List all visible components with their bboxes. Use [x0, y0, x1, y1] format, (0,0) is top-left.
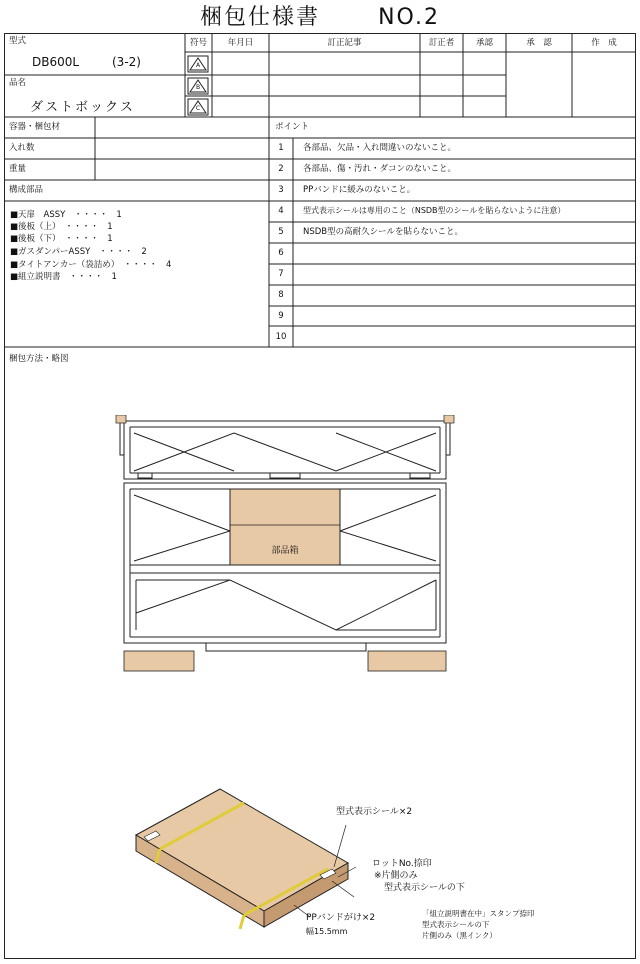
title-number: NO.2 — [378, 5, 440, 30]
symbol-a: A — [195, 62, 201, 69]
point-text: NSDB型の高耐久シールを貼らないこと。 — [303, 227, 463, 237]
elevation-drawing — [110, 415, 460, 675]
component-item: ■後板（下） ・・・・ 1 — [10, 234, 113, 244]
point-no: 5 — [278, 227, 284, 237]
parts-box-label: 部品箱 — [271, 546, 299, 556]
component-item: ■天扉 ASSY ・・・・ 1 — [10, 210, 122, 220]
point-no: 6 — [278, 248, 284, 258]
component-item: ■組立説明書 ・・・・ 1 — [10, 272, 117, 282]
weight-label: 重量 — [9, 164, 27, 174]
callout-lot-3: 型式表示シールの下 — [384, 883, 465, 893]
component-item: ■後板（上） ・・・・ 1 — [10, 222, 113, 232]
callout-stamp-2: 型式表示シールの下 — [422, 920, 490, 929]
point-no: 8 — [278, 290, 284, 300]
point-no: 4 — [278, 206, 284, 216]
point-no: 7 — [278, 269, 284, 279]
callout-seal: 型式表示シール×2 — [336, 807, 413, 817]
components-label: 構成部品 — [9, 185, 44, 195]
callout-stamp-1: 「組立説明書在中」スタンプ捺印 — [422, 909, 535, 918]
point-text: 型式表示シールは専用のこと（NSDB型のシールを貼らないように注意） — [303, 206, 566, 215]
symbol-c: C — [195, 105, 201, 112]
component-item: ■ガスダンパーASSY ・・・・ 2 — [10, 247, 147, 257]
points-label: ポイント — [275, 122, 310, 132]
product-value: ダストボックス — [30, 100, 135, 115]
col-revision: 訂正記事 — [327, 38, 362, 48]
col-reviser: 訂正者 — [428, 38, 455, 48]
callout-stamp-3: 片側のみ（黒インク） — [422, 931, 497, 940]
col-date: 年月日 — [227, 38, 254, 48]
point-no: 1 — [278, 143, 284, 153]
callout-lot-1: ロットNo.捺印 — [372, 859, 432, 869]
point-no: 9 — [278, 311, 284, 321]
point-no: 10 — [275, 332, 287, 342]
col-approve: 承認 — [475, 38, 493, 48]
col-approve-2: 承 認 — [526, 38, 552, 48]
component-item: ■タイトアンカー（袋詰め） ・・・・ 4 — [10, 260, 172, 270]
model-label: 型式 — [9, 36, 27, 46]
col-create: 作 成 — [591, 38, 617, 48]
point-text: PPバンドに緩みのないこと。 — [303, 185, 416, 195]
method-label: 梱包方法・略図 — [9, 354, 69, 364]
model-value: DB600L — [32, 55, 80, 69]
point-no: 2 — [278, 164, 284, 174]
container-label: 容器・梱包材 — [9, 122, 61, 132]
point-text: 各部品、欠品・入れ間違いのないこと。 — [303, 143, 457, 153]
col-symbol: 符号 — [189, 38, 207, 48]
point-text: 各部品、傷・汚れ・ダコンのないこと。 — [303, 164, 457, 174]
callout-lot-2: ※片側のみ — [374, 871, 418, 881]
quantity-label: 入れ数 — [9, 143, 35, 153]
product-label: 品名 — [9, 78, 27, 88]
symbol-b: B — [195, 84, 201, 91]
point-no: 3 — [278, 185, 284, 195]
callout-band-2: 幅15.5mm — [306, 927, 348, 936]
callout-band-1: PPバンドがけ×2 — [306, 913, 376, 923]
model-sub: (3-2) — [112, 55, 141, 69]
title-main: 梱包仕様書 — [200, 5, 321, 30]
